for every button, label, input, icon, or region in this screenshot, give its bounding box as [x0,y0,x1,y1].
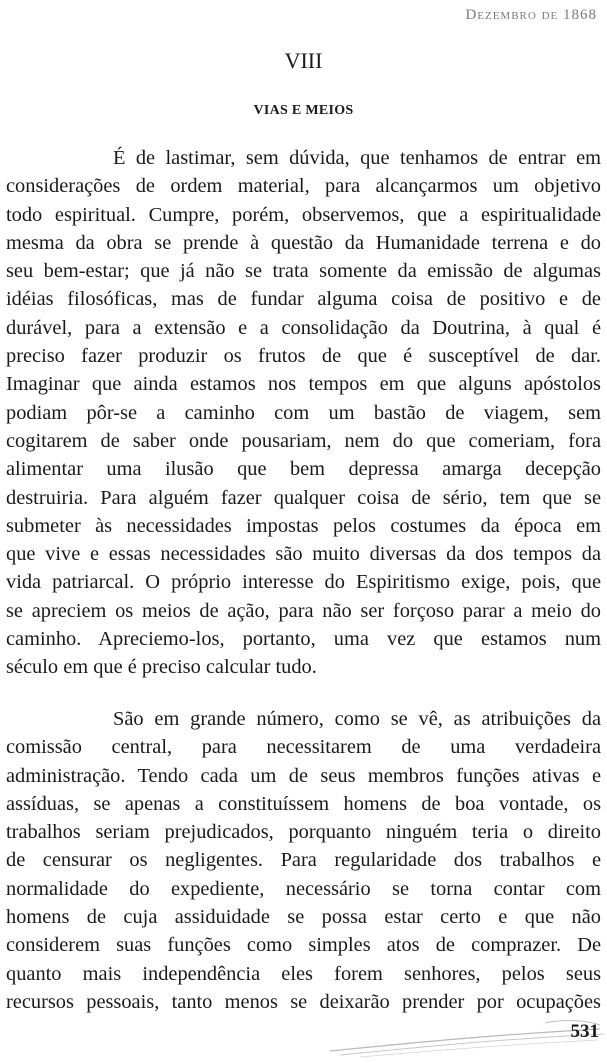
text-line: século em que é preciso calcular tudo. [6,656,317,679]
text-line: administração. Tendo cada um de seus membros funções ativas e [6,764,601,787]
footer-swoosh-ornament [0,1013,607,1063]
text-line: É de lastimar, sem dúvida, que tenhamos de entrar em [113,147,601,169]
text-line: comissão central, para necessitarem de uma verdadeira [6,736,601,759]
text-line: recursos pessoais, tanto menos se deixarão prender por ocupações [6,990,601,1013]
text-line: considerem suas funções como simples atos de comprazer. De [6,934,601,957]
page-footer [0,1013,607,1063]
text-line: submeter às necessidades impostas pelos costumes da época em [6,514,601,537]
text-line: Imaginar que ainda estamos nos tempos em que alguns apóstolos [6,373,601,396]
text-line: preciso fazer produzir os frutos de que é susceptível de dar. [6,345,601,368]
text-line: normalidade do expediente, necessário se torna contar com [6,877,601,900]
text-line: caminho. Apreciemo-los, portanto, uma vez que estamos num [6,628,601,651]
text-line: todo espiritual. Cumpre, porém, observemos, que a espiritualidade [6,203,601,226]
text-line: cogitarem de saber onde pousariam, nem do que comeriam, fora [6,429,601,452]
text-line: seu bem-estar; que já não se trata somente da emissão de algumas [6,260,601,283]
text-line: se apreciem os meios de ação, para não ser forçoso parar a meio do [6,599,601,622]
text-line: alimentar uma ilusão que bem depressa amarga decepção [6,458,601,481]
text-line: vida patriarcal. O próprio interesse do Espiritismo exige, pois, que [6,571,601,594]
text-line: trabalhos seriam prejudicados, porquanto ninguém teria o direito [6,821,601,844]
running-header: Dezembro de 1868 [465,7,597,23]
text-line: podiam pôr-se a caminho com um bastão de viagem, sem [6,401,601,424]
text-line: destruiria. Para alguém fazer qualquer coisa de sério, tem que se [6,486,601,509]
text-line: homens de cuja assiduidade se possa estar certo e que não [6,906,601,929]
text-line: mesma da obra se prende à questão da Humanidade terrena e do [6,231,601,254]
body-paragraph-1 [6,144,601,682]
text-line: de censurar os negligentes. Para regularidade dos trabalhos e [6,849,601,872]
text-line: considerações de ordem material, para alcançarmos um objetivo [6,175,601,198]
body-paragraph-2 [6,705,601,1016]
chapter-number: VIII [284,48,323,73]
text-line: que vive e essas necessidades são muito diversas da dos tempos da [6,543,601,566]
text-line: assíduas, se apenas a constituíssem homens de boa vontade, os [6,792,601,815]
section-title: VIAS E MEIOS [253,103,354,118]
page-number: 531 [570,1021,599,1042]
text-line: São em grande número, como se vê, as atribuições da [113,708,601,730]
text-line: durável, para a extensão e a consolidação da Doutrina, à qual é [6,316,601,339]
text-line: quanto mais independência eles forem senhores, pelos seus [6,962,601,985]
text-line: idéias filosóficas, mas de fundar alguma coisa de positivo e de [6,288,601,311]
